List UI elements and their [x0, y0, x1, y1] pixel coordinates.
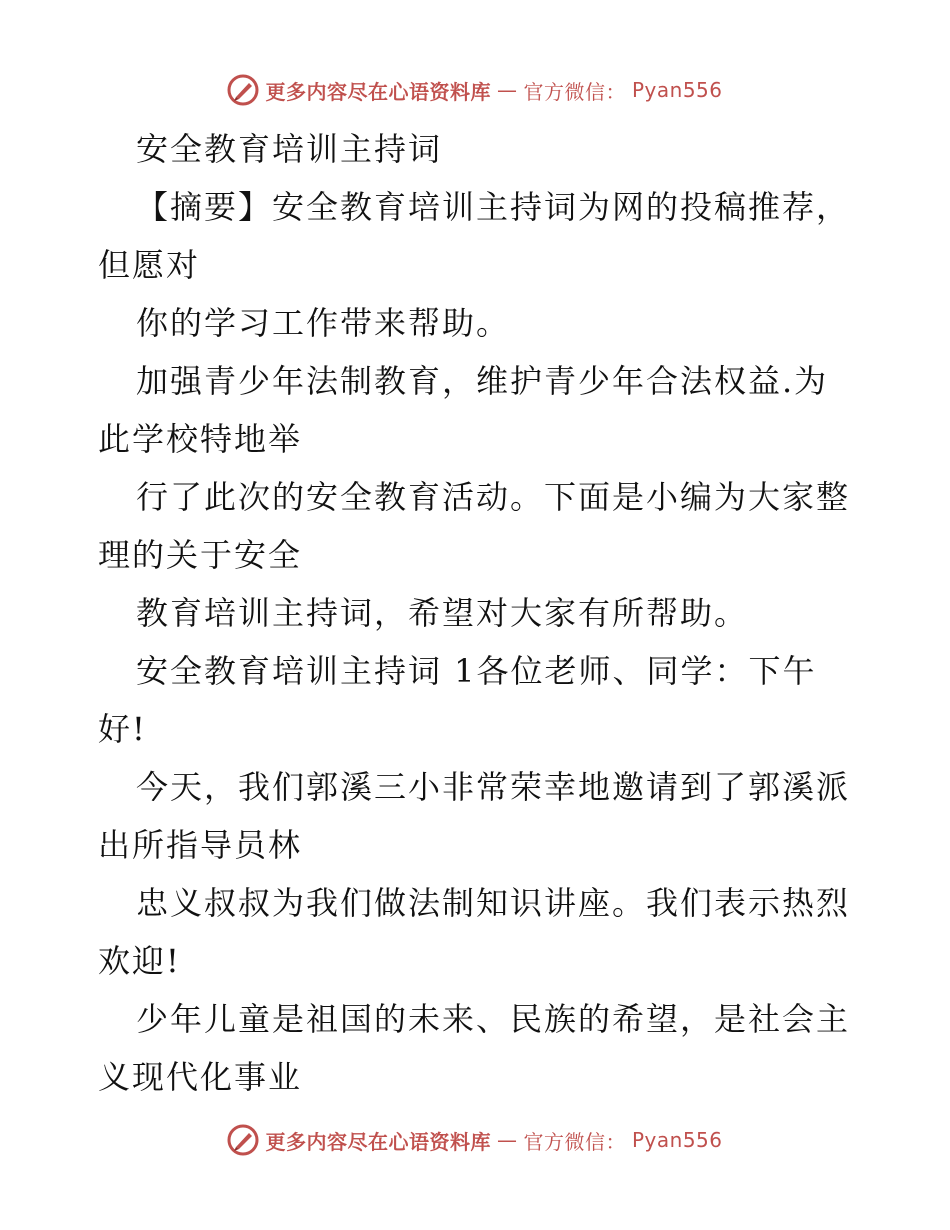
text-line: 忠义叔叔为我们做法制知识讲座。我们表示热烈	[136, 884, 851, 922]
banner-wechat-label: 官方微信：	[523, 1129, 626, 1154]
text-line: 欢迎!	[98, 942, 181, 980]
text-line: 少年儿童是祖国的未来、民族的希望，是社会主	[136, 1000, 851, 1038]
text-line: 安全教育培训主持词 1各位老师、同学：下午	[136, 652, 817, 690]
text-line: 行了此次的安全教育活动。下面是小编为大家整	[136, 478, 851, 516]
document-body	[98, 120, 868, 1106]
banner-wechat-label: 官方微信：	[523, 79, 626, 104]
banner-title: 更多内容尽在心语资料库	[265, 1129, 491, 1154]
header-banner	[0, 70, 950, 110]
text-line: 义现代化事业	[98, 1058, 303, 1096]
banner-title: 更多内容尽在心语资料库	[265, 79, 491, 104]
text-line: 出所指导员林	[98, 826, 303, 864]
text-line: 【摘要】安全教育培训主持词为网的投稿推荐，	[136, 188, 851, 226]
text-line: 你的学习工作带来帮助。	[136, 304, 511, 342]
footer-banner	[0, 1120, 950, 1160]
banner-dash: —	[496, 1128, 518, 1152]
banner-wechat-id: Pyan556	[631, 1128, 723, 1152]
text-line: 好!	[98, 710, 147, 748]
text-line: 加强青少年法制教育，维护青少年合法权益.为	[136, 362, 829, 400]
text-line: 但愿对	[98, 246, 201, 284]
text-line: 此学校特地举	[98, 420, 303, 458]
banner-wechat-id: Pyan556	[631, 78, 723, 102]
text-line: 今天，我们郭溪三小非常荣幸地邀请到了郭溪派	[136, 768, 851, 806]
document-title: 安全教育培训主持词	[136, 130, 443, 168]
pen-logo-icon	[227, 74, 259, 106]
banner-dash: —	[496, 78, 518, 102]
text-line: 理的关于安全	[98, 536, 303, 574]
pen-logo-icon	[227, 1124, 259, 1156]
text-line: 教育培训主持词，希望对大家有所帮助。	[136, 594, 749, 632]
